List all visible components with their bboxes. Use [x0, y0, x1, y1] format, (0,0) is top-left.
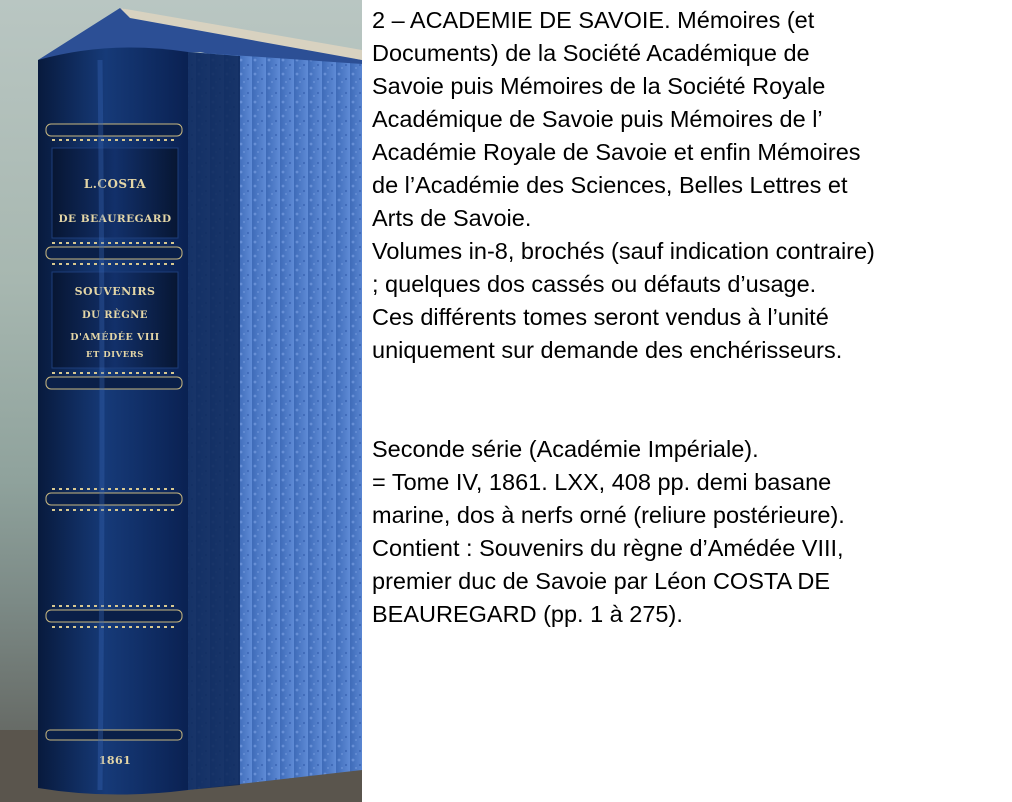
spine-year: 1861: [98, 754, 132, 767]
intro-line: Documents) de la Société Académique de: [372, 40, 810, 66]
spine-title-line1: SOUVENIRS: [74, 285, 156, 298]
intro-line: de l’Académie des Sciences, Belles Lettres et: [372, 172, 848, 198]
lot-line: = Tome IV, 1861. LXX, 408 pp. demi basane: [372, 469, 832, 495]
spine-title-line3: D'AMÉDÉE VIII: [70, 332, 160, 343]
intro-line: Ces différents tomes seront vendus à l’unité: [372, 304, 829, 330]
spine-author-line1: L.COSTA: [83, 177, 147, 191]
lot-description: [372, 4, 1008, 631]
lot-line: Contient : Souvenirs du règne d’Amédée VIII,: [372, 535, 844, 561]
spine-title-line4: ET DIVERS: [86, 350, 144, 360]
intro-line: Arts de Savoie.: [372, 205, 532, 231]
intro-line: uniquement sur demande des enchérisseurs.: [372, 337, 843, 363]
intro-line: ; quelques dos cassés ou défauts d’usage.: [372, 271, 817, 297]
spine-author-line2: DE BEAUREGARD: [58, 213, 172, 225]
intro-line: Volumes in-8, brochés (sauf indication contraire): [372, 238, 875, 264]
lot-line: premier duc de Savoie par Léon COSTA DE: [372, 568, 831, 594]
paragraph-gap: [372, 367, 1008, 433]
book-photo: [0, 0, 362, 802]
intro-line: Académie Royale de Savoie et enfin Mémoires: [372, 139, 861, 165]
lot-line: Seconde série (Académie Impériale).: [372, 436, 759, 462]
intro-line: 2 – ACADEMIE DE SAVOIE. Mémoires (et: [372, 7, 815, 33]
intro-line: Académique de Savoie puis Mémoires de l’: [372, 106, 823, 132]
lot-line: marine, dos à nerfs orné (reliure postérieure).: [372, 502, 845, 528]
spine-title-line2: DU RÈGNE: [81, 310, 149, 321]
lot-line: BEAUREGARD (pp. 1 à 275).: [372, 601, 683, 627]
book-illustration: [0, 0, 362, 802]
intro-line: Savoie puis Mémoires de la Société Royale: [372, 73, 826, 99]
